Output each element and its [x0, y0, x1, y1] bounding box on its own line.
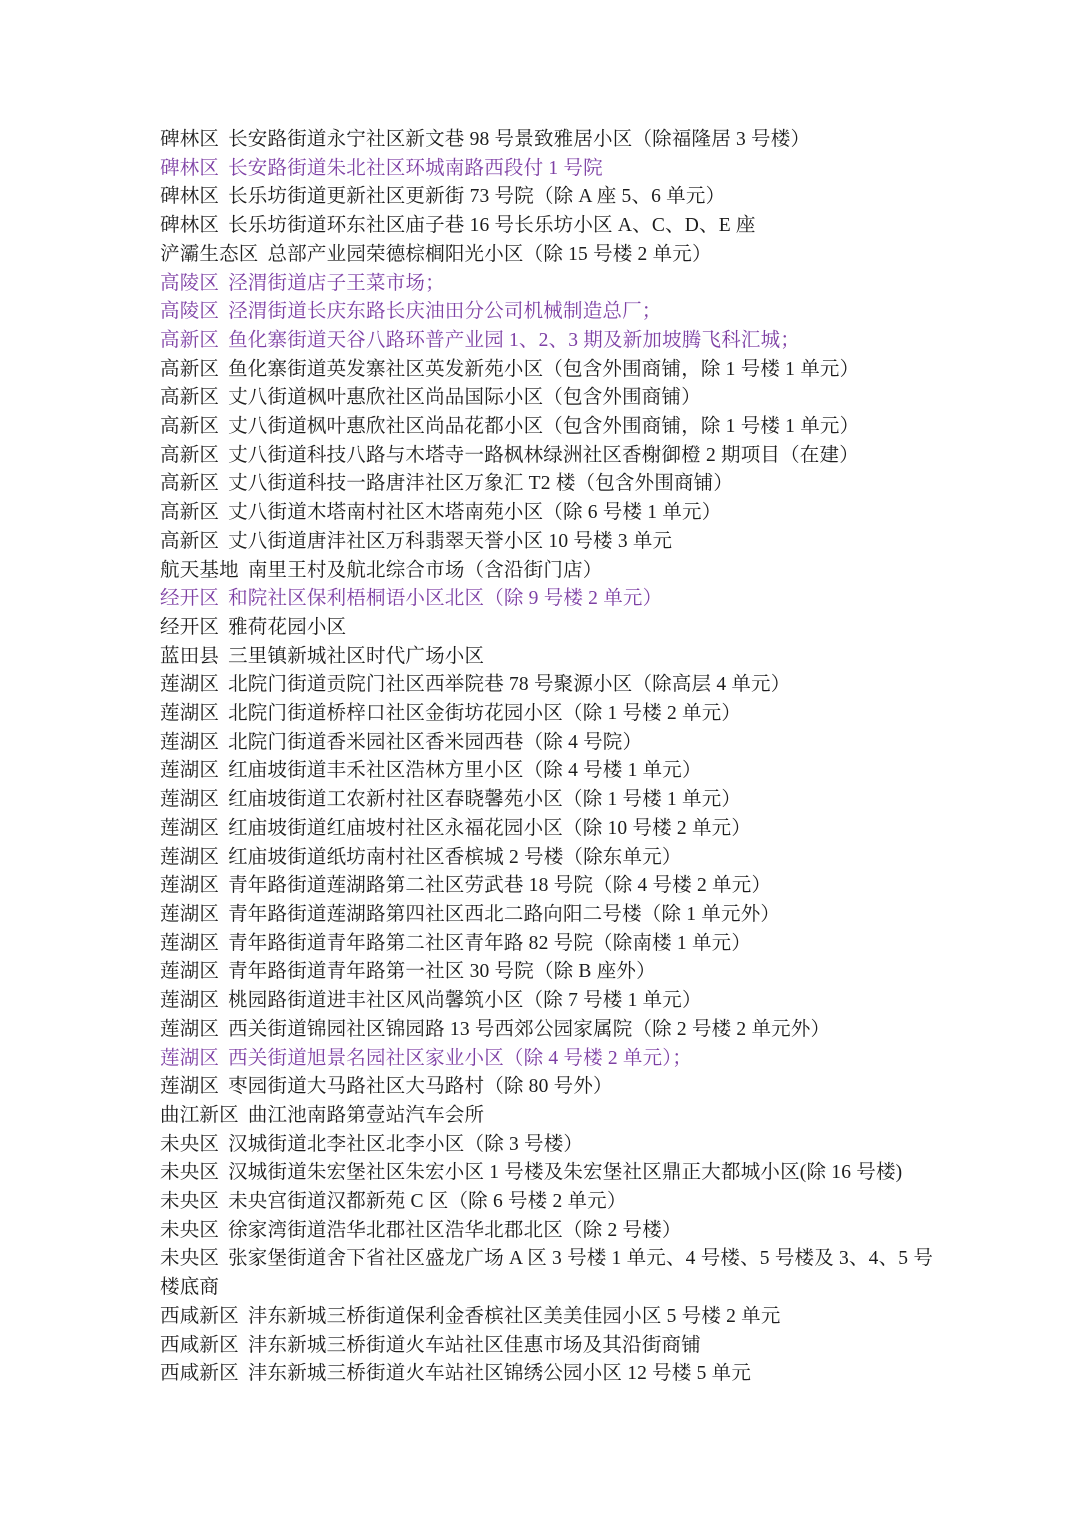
address-text: 和院社区保利梧桐语小区北区（除 9 号楼 2 单元） [228, 588, 663, 610]
list-item [160, 126, 942, 155]
district-label: 莲湖区 [160, 875, 220, 897]
address-text: 北院门街道桥梓口社区金街坊花园小区（除 1 号楼 2 单元） [228, 703, 742, 725]
district-label: 碑林区 [160, 186, 220, 208]
address-text: 曲江池南路第壹站汽车会所 [247, 1104, 485, 1126]
district-label: 莲湖区 [160, 1047, 220, 1069]
list-item [160, 1016, 942, 1045]
list-item [160, 413, 942, 442]
address-text: 三里镇新城社区时代广场小区 [228, 645, 485, 667]
list-item [160, 442, 942, 471]
address-text: 丈八街道枫叶惠欣社区尚品国际小区（包含外围商铺） [228, 387, 701, 409]
list-item [160, 557, 942, 586]
district-label: 莲湖区 [160, 961, 220, 983]
district-label: 高新区 [160, 502, 220, 524]
district-label: 莲湖区 [160, 731, 220, 753]
address-text: 丈八街道枫叶惠欣社区尚品花都小区（包含外围商铺，除 1 号楼 1 单元） [228, 416, 860, 438]
address-text: 汉城街道北李社区北李小区（除 3 号楼） [228, 1133, 584, 1155]
list-item [160, 212, 942, 241]
address-text: 沣东新城三桥街道火车站社区佳惠市场及其沿街商铺 [247, 1334, 701, 1356]
district-label: 高新区 [160, 473, 220, 495]
list-item [160, 499, 942, 528]
address-text: 丈八街道科技一路唐沣社区万象汇 T2 楼（包含外围商铺） [228, 473, 734, 495]
list-item [160, 1073, 942, 1102]
list-item [160, 1245, 942, 1302]
address-text: 青年路街道青年路第一社区 30 号院（除 B 座外） [228, 961, 656, 983]
list-item [160, 1332, 942, 1361]
list-item [160, 1131, 942, 1160]
list-item [160, 1360, 942, 1389]
district-label: 未央区 [160, 1219, 220, 1241]
district-label: 莲湖区 [160, 990, 220, 1012]
district-label: 高新区 [160, 358, 220, 380]
address-text: 北院门街道贡院门社区西举院巷 78 号聚源小区（除高层 4 单元） [228, 674, 791, 696]
address-text: 总部产业园荣德棕榈阳光小区（除 15 号楼 2 单元） [267, 243, 712, 265]
list-item [160, 155, 942, 184]
list-item [160, 729, 942, 758]
district-label: 西咸新区 [160, 1334, 239, 1356]
district-label: 浐灞生态区 [160, 243, 259, 265]
district-label: 莲湖区 [160, 1018, 220, 1040]
list-item [160, 1217, 942, 1246]
list-item [160, 1102, 942, 1131]
district-label: 高新区 [160, 387, 220, 409]
address-text: 青年路街道青年路第二社区青年路 82 号院（除南楼 1 单元） [228, 932, 752, 954]
list-item [160, 757, 942, 786]
address-text: 丈八街道木塔南村社区木塔南苑小区（除 6 号楼 1 单元） [228, 502, 722, 524]
address-text: 北院门街道香米园社区香米园西巷（除 4 号院） [228, 731, 643, 753]
list-item [160, 815, 942, 844]
district-label: 西咸新区 [160, 1363, 239, 1385]
address-text: 长安路街道永宁社区新文巷 98 号景致雅居小区（除福隆居 3 号楼） [228, 129, 811, 150]
list-item [160, 700, 942, 729]
list-item [160, 844, 942, 873]
list-item [160, 298, 942, 327]
list-item [160, 470, 942, 499]
list-item [160, 872, 942, 901]
district-label: 莲湖区 [160, 817, 220, 839]
list-item [160, 901, 942, 930]
address-text: 青年路街道莲湖路第二社区劳武巷 18 号院（除 4 号楼 2 单元） [228, 875, 772, 897]
district-label: 高新区 [160, 416, 220, 438]
district-label: 高陵区 [160, 272, 220, 294]
address-text: 西关街道旭景名园社区家业小区（除 4 号楼 2 单元）； [228, 1047, 692, 1069]
district-label: 莲湖区 [160, 932, 220, 954]
list-item [160, 241, 942, 270]
list-item [160, 1045, 942, 1074]
address-text: 未央宫街道汉都新苑 C 区（除 6 号楼 2 单元） [228, 1191, 627, 1213]
district-label: 未央区 [160, 1162, 220, 1184]
district-label: 莲湖区 [160, 789, 220, 811]
district-label: 经开区 [160, 616, 220, 638]
district-label: 高新区 [160, 444, 220, 466]
address-text: 长乐坊街道更新社区更新街 73 号院（除 A 座 5、6 单元） [228, 186, 726, 208]
list-item [160, 930, 942, 959]
list-item [160, 1303, 942, 1332]
district-label: 莲湖区 [160, 903, 220, 925]
district-label: 高新区 [160, 329, 220, 351]
list-item [160, 384, 942, 413]
district-label: 未央区 [160, 1133, 220, 1155]
list-item [160, 528, 942, 557]
list-item [160, 643, 942, 672]
list-item [160, 987, 942, 1016]
list-item [160, 1188, 942, 1217]
district-label: 莲湖区 [160, 760, 220, 782]
district-label: 莲湖区 [160, 846, 220, 868]
address-text: 红庙坡街道丰禾社区浩林方里小区（除 4 号楼 1 单元） [228, 760, 702, 782]
list-item [160, 1159, 942, 1188]
address-text: 桃园路街道进丰社区风尚馨筑小区（除 7 号楼 1 单元） [228, 990, 702, 1012]
district-label: 高陵区 [160, 301, 220, 323]
address-text: 鱼化寨街道英发寨社区英发新苑小区（包含外围商铺，除 1 号楼 1 单元） [228, 358, 860, 380]
address-text: 雅荷花园小区 [228, 616, 347, 638]
district-label: 莲湖区 [160, 703, 220, 725]
district-label: 经开区 [160, 588, 220, 610]
district-label: 未央区 [160, 1191, 220, 1213]
list-item [160, 958, 942, 987]
address-text: 南里王村及航北综合市场（含沿街门店） [247, 559, 603, 581]
address-text: 长乐坊街道环东社区庙子巷 16 号长乐坊小区 A、C、D、E 座 [228, 215, 756, 237]
lockdown-area-list [160, 126, 942, 1389]
district-label: 碑林区 [160, 215, 220, 237]
address-text: 鱼化寨街道天谷八路环普产业园 1、2、3 期及新加坡腾飞科汇城； [228, 329, 801, 351]
address-text: 张家堡街道舍下省社区盛龙广场 A 区 3 号楼 1 单元、4 号楼、5 号楼及 3、4、5 号楼底商 [160, 1248, 934, 1299]
address-text: 泾渭街道长庆东路长庆油田分公司机械制造总厂； [228, 301, 662, 323]
address-text: 长安路街道朱北社区环城南路西段付 1 号院 [228, 157, 603, 179]
district-label: 曲江新区 [160, 1104, 239, 1126]
address-text: 红庙坡街道工农新村社区春晓馨苑小区（除 1 号楼 1 单元） [228, 789, 742, 811]
district-label: 航天基地 [160, 559, 239, 581]
list-item [160, 786, 942, 815]
district-label: 碑林区 [160, 129, 220, 150]
list-item [160, 270, 942, 299]
district-label: 未央区 [160, 1248, 220, 1270]
address-text: 丈八街道唐沣社区万科翡翠天誉小区 10 号楼 3 单元 [228, 530, 673, 552]
district-label: 西咸新区 [160, 1305, 239, 1327]
address-text: 红庙坡街道纸坊南村社区香槟城 2 号楼（除东单元） [228, 846, 682, 868]
district-label: 莲湖区 [160, 1076, 220, 1098]
address-text: 泾渭街道店子王菜市场； [228, 272, 445, 294]
district-label: 碑林区 [160, 157, 220, 179]
list-item [160, 614, 942, 643]
address-text: 沣东新城三桥街道火车站社区锦绣公园小区 12 号楼 5 单元 [247, 1363, 752, 1385]
list-item [160, 671, 942, 700]
address-text: 红庙坡街道红庙坡村社区永福花园小区（除 10 号楼 2 单元） [228, 817, 752, 839]
address-text: 青年路街道莲湖路第四社区西北二路向阳二号楼（除 1 单元外） [228, 903, 781, 925]
address-text: 丈八街道科技八路与木塔寺一路枫林绿洲社区香榭御橙 2 期项目（在建） [228, 444, 859, 466]
address-text: 西关街道锦园社区锦园路 13 号西郊公园家属院（除 2 号楼 2 单元外） [228, 1018, 831, 1040]
district-label: 蓝田县 [160, 645, 220, 667]
address-text: 汉城街道朱宏堡社区朱宏小区 1 号楼及朱宏堡社区鼎正大都城小区(除 16 号楼) [228, 1162, 903, 1184]
district-label: 高新区 [160, 530, 220, 552]
list-item [160, 356, 942, 385]
address-text: 枣园街道大马路社区大马路村（除 80 号外） [228, 1076, 613, 1098]
list-item [160, 585, 942, 614]
district-label: 莲湖区 [160, 674, 220, 696]
address-text: 沣东新城三桥街道保利金香槟社区美美佳园小区 5 号楼 2 单元 [247, 1305, 781, 1327]
list-item [160, 327, 942, 356]
address-text: 徐家湾街道浩华北郡社区浩华北郡北区（除 2 号楼） [228, 1219, 682, 1241]
list-item [160, 183, 942, 212]
